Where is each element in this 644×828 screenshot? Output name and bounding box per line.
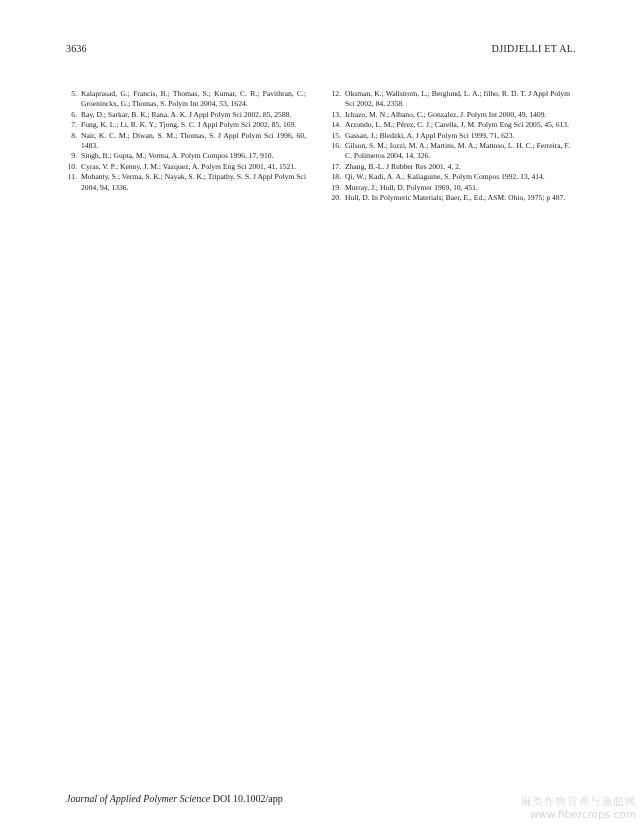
reference-number: 18. [331,172,341,182]
reference-item [66,110,306,120]
reference-item [330,172,570,182]
watermark-url: www.fibercrops.com [529,809,636,821]
reference-text: Murray, J.; Hull, D. Polymer 1969, 10, 451. [345,182,478,192]
reference-item [330,89,570,110]
reference-text: Gilson, S. M.; Iozzi, M. A.; Martins, M. A.; Mattoso, L. H. C.; Ferreira, F. C. Polimeros 2004, 14, 326. [345,141,570,161]
reference-text: Kalaprasad, G.; Francis, B.; Thomas, S.; Kumar, C. R.; Pavithran, C.; Groeninckx, G.; Thomas, S. Polym Int 2004, 53, 1624. [81,89,306,109]
watermark [521,796,636,822]
reference-number: 11. [67,172,77,182]
reference-number: 9. [71,151,77,161]
reference-number: 13. [331,109,341,119]
reference-item [330,120,570,130]
reference-item [330,110,570,120]
reference-number: 14. [331,120,341,130]
reference-text: Ray, D.; Sarkar, B. K.; Rana, A. K. J Appl Polym Sci 2002, 85, 2588. [81,109,292,119]
reference-number: 5. [71,89,77,98]
reference-text: Cyras, V. P.; Kenny, J. M.; Vazquez, A. Polym Eng Sci 2001, 41, 1521. [81,161,297,171]
references-left-column [66,89,306,193]
reference-text: Mohanty, S.; Verma, S. K.; Nayak, S. K.; Tripathy, S. S. J Appl Polym Sci 2004, 94, 1336. [81,172,306,192]
reference-item [66,120,306,130]
page-footer [66,794,283,805]
reference-text: Nair, K. C. M.; Diwan, S. M.; Thomas, S. J Appl Polym Sci 1996, 60, 1483. [81,130,306,151]
reference-text: Ichazo, M. N.; Albano, C.; Gonzalez, J. Polym Int 2000, 49, 1409. [345,109,547,119]
watermark-chinese-text: 麻类作物营养与施肥网 [521,796,636,808]
reference-number: 12. [331,89,341,98]
reference-text: Qi, W.; Kadi, A. A.; Kaliaguine, S. Polym Compos 1992, 13, 414. [345,172,545,182]
reference-text: Oksman, K.; Wallstrom, L.; Berglund, L. A.; filho, R. D. T. J Appl Polym Sci 2002, 84, 2358. [345,89,570,109]
reference-number: 8. [71,130,77,140]
reference-item [330,162,570,172]
reference-item [330,193,570,203]
reference-item [66,131,306,152]
reference-number: 15. [331,130,341,140]
reference-text: Fung, K. L.; Li, R. K. Y.; Tjong, S. C. J Appl Polym Sci 2002, 85, 169. [81,120,297,130]
reference-number: 6. [71,109,77,119]
reference-number: 17. [331,161,341,171]
reference-text: Zhang, B.-L. J Rubber Res 2001, 4, 2. [345,161,461,171]
reference-number: 20. [331,193,341,203]
reference-item [66,172,306,193]
reference-item [330,183,570,193]
reference-text: Gassan, J.; Bledzki, A. J Appl Polym Sci 1999, 71, 623. [345,130,515,140]
reference-item [66,89,306,110]
doi: DOI 10.1002/app [212,794,283,805]
reference-item [66,162,306,172]
reference-item [330,141,570,162]
reference-number: 10. [67,161,77,171]
reference-text: Singh, B.; Gupta, M.; Verma, A. Polym Compos 1996, 17, 910. [81,151,274,161]
running-head: DJIDJELLI ET AL. [491,44,576,55]
reference-number: 19. [331,182,341,192]
page-number: 3636 [66,44,87,55]
reference-number: 7. [71,120,77,130]
reference-item [330,131,570,141]
reference-text: Hull, D. In Polymeric Materials; Baer, E., Ed.; ASM: Ohio, 1975; p 487. [345,193,566,203]
reference-text: Arzondo, L. M.; Pérez, C. J.; Carella, J. M. Polym Eng Sci 2005, 45, 613. [345,120,569,130]
references-right-column [330,89,570,203]
reference-number: 16. [331,141,341,151]
journal-name: Journal of Applied Polymer Science [66,794,211,805]
reference-item [66,151,306,161]
